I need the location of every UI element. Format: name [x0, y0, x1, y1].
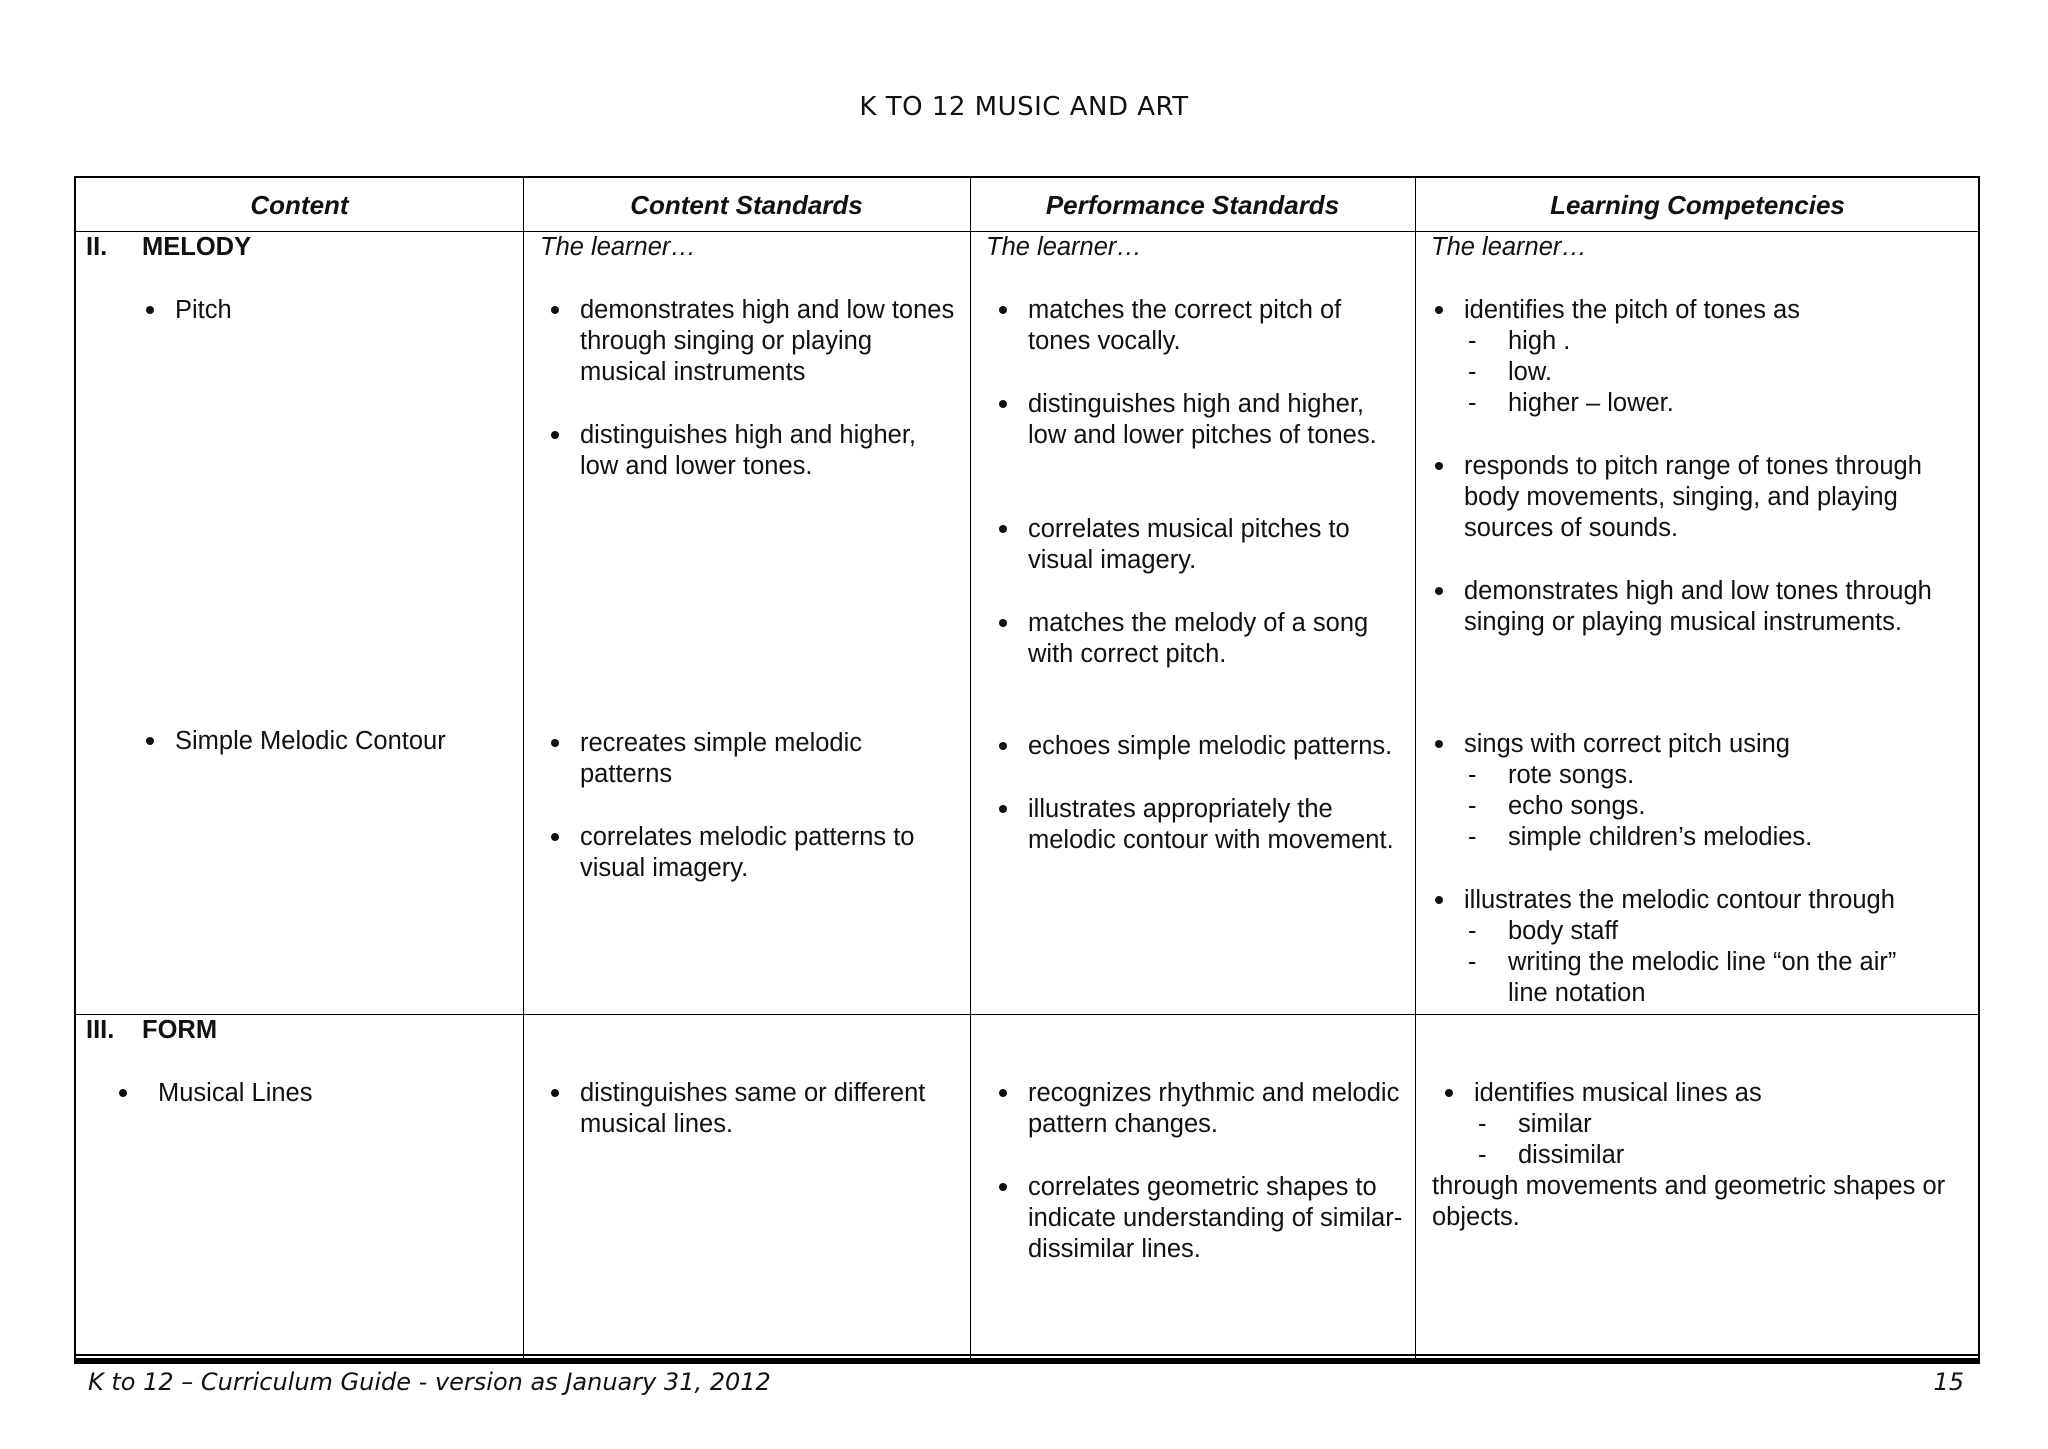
list-item: Musical Lines [114, 1078, 514, 1109]
list-item: illustrates appropriately the melodic contour with movement. [994, 794, 1404, 856]
lead-text: The learner… [986, 233, 1142, 261]
sub-item: - body staff [1464, 916, 1924, 947]
competency-text: sings with correct pitch using [1464, 730, 1790, 758]
header-performance-standards: Performance Standards [1045, 190, 1340, 220]
competency-tail: through movements and geometric shapes or objects. [1432, 1172, 1946, 1231]
list-item: demonstrates high and low tones through singing or playing musical instruments [546, 295, 956, 388]
form-learning-competencies [1432, 1078, 1970, 1233]
list-item: Simple Melodic Contour [141, 726, 516, 757]
list-item: correlates musical pitches to visual imagery. [994, 514, 1404, 576]
content-musical-lines [114, 1078, 514, 1109]
content-melodic-contour [141, 726, 516, 757]
pitch-performance-standards [994, 295, 1404, 670]
list-item: recreates simple melodic patterns [546, 728, 956, 790]
list-item: distinguishes same or different musical lines. [546, 1078, 956, 1140]
sub-item: - echo songs. [1464, 791, 1975, 822]
pitch-content-standards [546, 295, 956, 482]
list-item: demonstrates high and low tones through singing or playing musical instruments. [1430, 576, 1975, 638]
list-item: Pitch [141, 295, 516, 326]
section-title: FORM [142, 1016, 218, 1044]
bottom-rule-thick [74, 1359, 1980, 1364]
document-title: K TO 12 MUSIC AND ART [859, 92, 1189, 122]
contour-content-standards [546, 728, 956, 884]
list-item [1430, 885, 1975, 1009]
sub-item: - simple children’s melodies. [1464, 822, 1975, 853]
list-item: matches the melody of a song with correct pitch. [994, 608, 1404, 670]
sub-item: - dissimilar [1474, 1140, 1970, 1171]
list-item [1440, 1078, 1970, 1171]
form-section-heading [86, 1015, 516, 1046]
contour-performance-standards [994, 731, 1404, 856]
sub-item: - low. [1464, 357, 1975, 388]
list-item [1430, 295, 1975, 419]
list-item: echoes simple melodic patterns. [994, 731, 1404, 762]
sub-item: - rote songs. [1464, 760, 1975, 791]
curriculum-table [74, 176, 1980, 1360]
bottom-rule [74, 1354, 1980, 1356]
competency-text: illustrates the melodic contour through [1464, 886, 1895, 914]
melody-section-heading [86, 232, 516, 263]
list-item: responds to pitch range of tones through body movements, singing, and playing sources of sounds. [1430, 451, 1975, 544]
form-content-standards [546, 1078, 956, 1140]
sub-item: - similar [1474, 1109, 1970, 1140]
sub-item: - writing the melodic line “on the air” line notation [1464, 947, 1924, 1009]
list-item: correlates geometric shapes to indicate understanding of similar-dissimilar lines. [994, 1172, 1404, 1265]
list-item: correlates melodic patterns to visual imagery. [546, 822, 956, 884]
sub-item: - higher – lower. [1464, 388, 1975, 419]
footer-version: K to 12 – Curriculum Guide - version as January 31, 2012 [88, 1368, 771, 1396]
header-content: Content [250, 190, 349, 220]
header-content-standards: Content Standards [630, 190, 863, 220]
page-number: 15 [1933, 1368, 1964, 1396]
pitch-learning-competencies [1430, 295, 1975, 638]
contour-learning-competencies [1430, 729, 1975, 1009]
column-divider [523, 178, 524, 1358]
list-item: distinguishes high and higher, low and lower pitches of tones. [994, 389, 1404, 451]
list-item: matches the correct pitch of tones vocally. [994, 295, 1404, 357]
column-divider [970, 178, 971, 1358]
list-item [1430, 729, 1975, 853]
section-title: MELODY [142, 233, 252, 261]
competency-text: identifies the pitch of tones as [1464, 296, 1800, 324]
competency-text: identifies musical lines as [1474, 1079, 1762, 1107]
lead-text: The learner… [1431, 233, 1587, 261]
column-divider [1415, 178, 1416, 1358]
section-number: II. [86, 233, 108, 261]
lead-text: The learner… [540, 233, 696, 261]
content-pitch [141, 295, 516, 326]
list-item: distinguishes high and higher, low and lower tones. [546, 420, 956, 482]
sub-item: - high . [1464, 326, 1975, 357]
list-item: recognizes rhythmic and melodic pattern changes. [994, 1078, 1404, 1140]
header-learning-competencies: Learning Competencies [1550, 190, 1845, 220]
section-number: III. [86, 1016, 115, 1044]
form-performance-standards [994, 1078, 1404, 1265]
